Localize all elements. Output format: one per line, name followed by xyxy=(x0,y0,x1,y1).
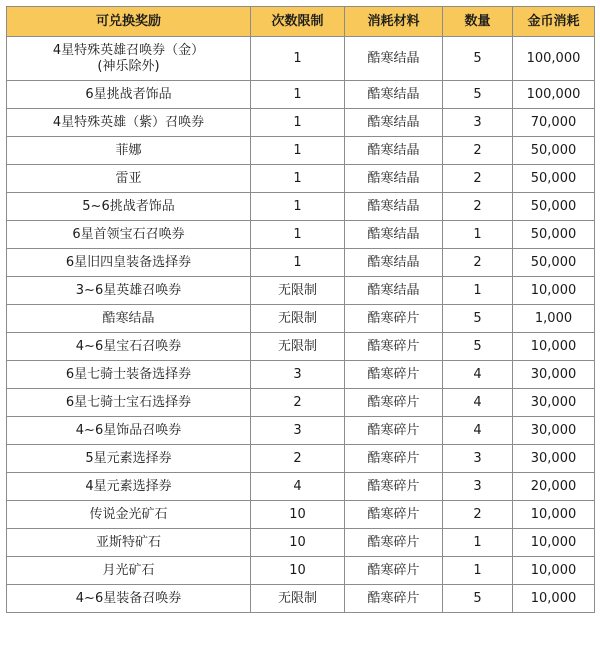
reward-cell xyxy=(7,37,251,81)
quantity-cell: 4 xyxy=(443,361,513,389)
quantity-cell: 5 xyxy=(443,37,513,81)
gold-cell: 30,000 xyxy=(513,417,595,445)
gold-cell: 10,000 xyxy=(513,557,595,585)
limit-cell: 3 xyxy=(251,417,345,445)
limit-cell: 无限制 xyxy=(251,305,345,333)
material-cell: 酷寒碎片 xyxy=(345,473,443,501)
table-row xyxy=(7,249,595,277)
table-row xyxy=(7,389,595,417)
table-row xyxy=(7,361,595,389)
limit-cell: 1 xyxy=(251,137,345,165)
limit-cell: 10 xyxy=(251,557,345,585)
gold-cell: 10,000 xyxy=(513,333,595,361)
table-row xyxy=(7,137,595,165)
limit-cell: 2 xyxy=(251,389,345,417)
reward-cell: 传说金光矿石 xyxy=(7,501,251,529)
limit-cell: 1 xyxy=(251,221,345,249)
header-material: 消耗材料 xyxy=(345,7,443,37)
quantity-cell: 4 xyxy=(443,389,513,417)
limit-cell: 无限制 xyxy=(251,333,345,361)
table-row xyxy=(7,473,595,501)
quantity-cell: 5 xyxy=(443,81,513,109)
reward-name: 4星特殊英雄召唤券（金） xyxy=(52,42,205,58)
material-cell: 酷寒结晶 xyxy=(345,137,443,165)
limit-cell: 2 xyxy=(251,445,345,473)
table-row xyxy=(7,37,595,81)
limit-cell: 无限制 xyxy=(251,585,345,613)
reward-cell: 4星特殊英雄（紫）召唤券 xyxy=(7,109,251,137)
quantity-cell: 1 xyxy=(443,557,513,585)
reward-cell: 亚斯特矿石 xyxy=(7,529,251,557)
table-row xyxy=(7,165,595,193)
material-cell: 酷寒碎片 xyxy=(345,305,443,333)
reward-exchange-table xyxy=(6,6,595,613)
quantity-cell: 5 xyxy=(443,305,513,333)
reward-cell: 6星七骑士装备选择券 xyxy=(7,361,251,389)
material-cell: 酷寒结晶 xyxy=(345,277,443,305)
gold-cell: 50,000 xyxy=(513,249,595,277)
quantity-cell: 5 xyxy=(443,585,513,613)
table-row xyxy=(7,81,595,109)
reward-cell: 6星挑战者饰品 xyxy=(7,81,251,109)
reward-cell: 雷亚 xyxy=(7,165,251,193)
table-row xyxy=(7,501,595,529)
material-cell: 酷寒碎片 xyxy=(345,585,443,613)
quantity-cell: 1 xyxy=(443,221,513,249)
reward-cell: 菲娜 xyxy=(7,137,251,165)
material-cell: 酷寒碎片 xyxy=(345,389,443,417)
quantity-cell: 3 xyxy=(443,473,513,501)
gold-cell: 30,000 xyxy=(513,445,595,473)
quantity-cell: 2 xyxy=(443,165,513,193)
gold-cell: 50,000 xyxy=(513,165,595,193)
table-row xyxy=(7,529,595,557)
material-cell: 酷寒结晶 xyxy=(345,165,443,193)
quantity-cell: 2 xyxy=(443,137,513,165)
quantity-cell: 4 xyxy=(443,417,513,445)
reward-note: (神乐除外) xyxy=(97,58,160,74)
limit-cell: 无限制 xyxy=(251,277,345,305)
gold-cell: 50,000 xyxy=(513,221,595,249)
reward-cell: 4~6星装备召唤券 xyxy=(7,585,251,613)
gold-cell: 10,000 xyxy=(513,585,595,613)
gold-cell: 10,000 xyxy=(513,277,595,305)
gold-cell: 100,000 xyxy=(513,81,595,109)
limit-cell: 1 xyxy=(251,165,345,193)
limit-cell: 1 xyxy=(251,193,345,221)
limit-cell: 1 xyxy=(251,249,345,277)
gold-cell: 1,000 xyxy=(513,305,595,333)
material-cell: 酷寒结晶 xyxy=(345,193,443,221)
limit-cell: 4 xyxy=(251,473,345,501)
material-cell: 酷寒碎片 xyxy=(345,417,443,445)
material-cell: 酷寒碎片 xyxy=(345,333,443,361)
header-gold: 金币消耗 xyxy=(513,7,595,37)
gold-cell: 30,000 xyxy=(513,389,595,417)
material-cell: 酷寒结晶 xyxy=(345,221,443,249)
table-row xyxy=(7,221,595,249)
reward-cell: 6星七骑士宝石选择券 xyxy=(7,389,251,417)
reward-cell: 5星元素选择券 xyxy=(7,445,251,473)
table-row xyxy=(7,417,595,445)
quantity-cell: 1 xyxy=(443,529,513,557)
table-row xyxy=(7,109,595,137)
limit-cell: 10 xyxy=(251,529,345,557)
reward-cell: 4~6星宝石召唤券 xyxy=(7,333,251,361)
table-row xyxy=(7,445,595,473)
quantity-cell: 5 xyxy=(443,333,513,361)
gold-cell: 10,000 xyxy=(513,529,595,557)
quantity-cell: 3 xyxy=(443,445,513,473)
reward-cell: 4星元素选择券 xyxy=(7,473,251,501)
reward-cell: 5~6挑战者饰品 xyxy=(7,193,251,221)
limit-cell: 3 xyxy=(251,361,345,389)
material-cell: 酷寒碎片 xyxy=(345,557,443,585)
table-row xyxy=(7,557,595,585)
material-cell: 酷寒结晶 xyxy=(345,37,443,81)
header-reward: 可兑换奖励 xyxy=(7,7,251,37)
reward-cell: 月光矿石 xyxy=(7,557,251,585)
gold-cell: 20,000 xyxy=(513,473,595,501)
table-row xyxy=(7,193,595,221)
material-cell: 酷寒结晶 xyxy=(345,81,443,109)
table-row xyxy=(7,585,595,613)
material-cell: 酷寒碎片 xyxy=(345,361,443,389)
material-cell: 酷寒碎片 xyxy=(345,501,443,529)
limit-cell: 10 xyxy=(251,501,345,529)
reward-cell: 酷寒结晶 xyxy=(7,305,251,333)
table-row xyxy=(7,277,595,305)
header-row xyxy=(7,7,595,37)
gold-cell: 10,000 xyxy=(513,501,595,529)
reward-cell: 4~6星饰品召唤券 xyxy=(7,417,251,445)
limit-cell: 1 xyxy=(251,109,345,137)
quantity-cell: 3 xyxy=(443,109,513,137)
limit-cell: 1 xyxy=(251,81,345,109)
gold-cell: 30,000 xyxy=(513,361,595,389)
material-cell: 酷寒结晶 xyxy=(345,109,443,137)
quantity-cell: 2 xyxy=(443,501,513,529)
gold-cell: 100,000 xyxy=(513,37,595,81)
table-row xyxy=(7,333,595,361)
reward-cell: 6星首领宝石召唤券 xyxy=(7,221,251,249)
quantity-cell: 2 xyxy=(443,249,513,277)
gold-cell: 70,000 xyxy=(513,109,595,137)
table-row xyxy=(7,305,595,333)
header-limit: 次数限制 xyxy=(251,7,345,37)
quantity-cell: 2 xyxy=(443,193,513,221)
material-cell: 酷寒碎片 xyxy=(345,445,443,473)
header-quantity: 数量 xyxy=(443,7,513,37)
gold-cell: 50,000 xyxy=(513,137,595,165)
gold-cell: 50,000 xyxy=(513,193,595,221)
quantity-cell: 1 xyxy=(443,277,513,305)
reward-cell: 6星旧四皇装备选择券 xyxy=(7,249,251,277)
limit-cell: 1 xyxy=(251,37,345,81)
material-cell: 酷寒碎片 xyxy=(345,529,443,557)
material-cell: 酷寒结晶 xyxy=(345,249,443,277)
reward-cell: 3~6星英雄召唤券 xyxy=(7,277,251,305)
